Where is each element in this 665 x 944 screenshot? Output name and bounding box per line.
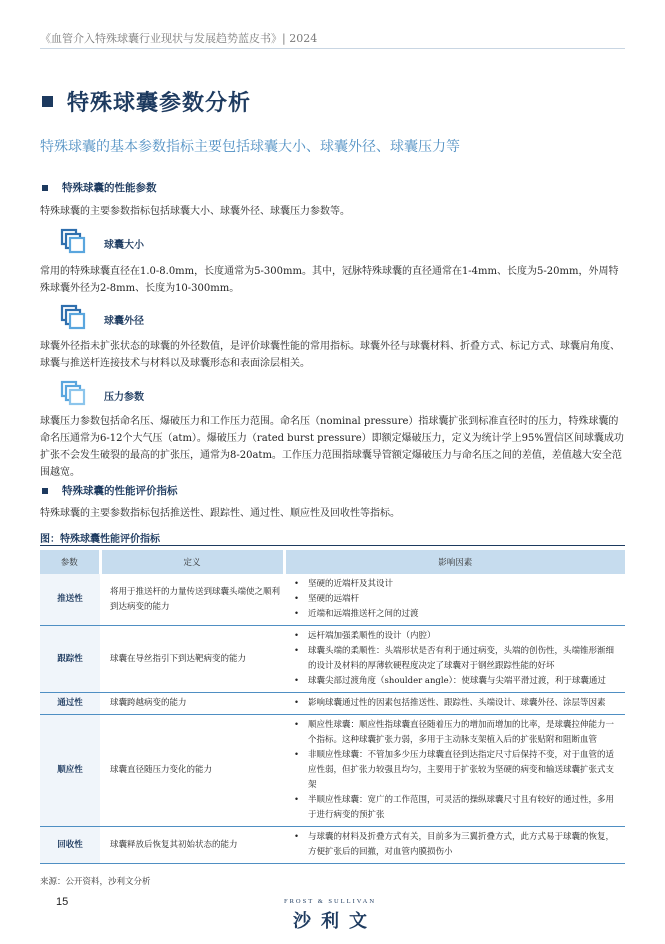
- copy-icon: [60, 304, 86, 330]
- param-cell: 推送性: [40, 574, 100, 626]
- section-square-marker: [42, 488, 48, 494]
- source-note: 来源：公开资料，沙利文分析: [40, 877, 151, 887]
- definition-cell: 球囊释放后恢复其初始状态的能力: [100, 827, 284, 864]
- page-title-block: [42, 86, 251, 117]
- item-text-balloon-size: 常用的特殊球囊直径在1.0-8.0mm，长度通常为5-300mm。其中，冠脉特殊球囊的直径通常在1-4mm、长度为5-20mm，外周特殊球囊外径为2-8mm、长度为10-300mm。: [40, 266, 619, 294]
- table-row: [40, 715, 625, 827]
- factor-item: • 坚硬的近端杆及其设计: [304, 577, 621, 592]
- table-row: [40, 574, 625, 626]
- table-header-cell: 参数: [40, 550, 100, 574]
- definition-cell: 球囊直径随压力变化的能力: [100, 715, 284, 827]
- copy-icon: [60, 228, 86, 254]
- table-header-cell: 影响因素: [284, 550, 625, 574]
- factors-cell: [284, 626, 625, 693]
- table-header-row: [40, 550, 625, 574]
- factors-cell: [284, 693, 625, 715]
- page-number: 15: [56, 896, 69, 908]
- section2-intro: 特殊球囊的主要参数指标包括推送性、跟踪性、通过性、顺应性及回收性等指标。: [40, 508, 400, 519]
- factors-cell: [284, 827, 625, 864]
- definition-cell: 将用于推送杆的力量传送到球囊头端使之顺利到达病变的能力: [100, 574, 284, 626]
- table-header-cell: 定义: [100, 550, 284, 574]
- table-row: [40, 693, 625, 715]
- running-header: 《血管介入特殊球囊行业现状与发展趋势蓝皮书》| 2024: [40, 32, 318, 45]
- page-subtitle: 特殊球囊的基本参数指标主要包括球囊大小、球囊外径、球囊压力等: [40, 139, 460, 155]
- section2-heading-block: [42, 483, 178, 498]
- param-cell: 回收性: [40, 827, 100, 864]
- param-cell: 顺应性: [40, 715, 100, 827]
- factor-item: • 坚硬的远端杆: [304, 592, 621, 607]
- factor-item: • 非顺应性球囊：不管加多少压力球囊直径到达指定尺寸后保持不变，对于血管的适应性弱，但扩张力较强且均匀，主要用于扩张较为坚硬的病变和输送球囊扩张式支架: [304, 748, 621, 793]
- param-cell: 跟踪性: [40, 626, 100, 693]
- section1-intro: 特殊球囊的主要参数指标包括球囊大小、球囊外径、球囊压力参数等。: [40, 206, 350, 217]
- copy-icon: [60, 380, 86, 406]
- section-square-marker: [42, 185, 48, 191]
- header-rule: [40, 48, 625, 49]
- factor-item: • 顺应性球囊：顺应性指球囊直径随着压力的增加而增加的比率，是球囊拉伸能力一个指标。这种球囊扩张力弱，多用于主动脉支架植入后的扩张贴附和阻断血管: [304, 718, 621, 748]
- factor-item: • 近端和远端推送杆之间的过渡: [304, 607, 621, 622]
- section1-heading: 特殊球囊的性能参数: [62, 182, 157, 194]
- section1-heading-block: [42, 180, 157, 195]
- title-square-marker: [42, 96, 53, 107]
- table-row: [40, 626, 625, 693]
- frost-sullivan-logo: [280, 898, 380, 933]
- factors-cell: [284, 715, 625, 827]
- param-cell: 通过性: [40, 693, 100, 715]
- item-label-pressure: 压力参数: [104, 392, 144, 403]
- factor-item: • 球囊尖部过渡角度（shoulder angle）：使球囊与尖端平滑过渡，利于球囊通过: [304, 674, 621, 689]
- item-text-pressure: 球囊压力参数包括命名压、爆破压力和工作压力范围。命名压（nominal pressure）指球囊扩张到标准直径时的压力，特殊球囊的命名压通常为6-12个大气压（atm）。爆破压力（rated burst pressure）即额定爆破压力，定义为统计学上95%置信区间球囊成功扩张不会发生破裂的最高的扩张压，通常为8-20atm。工作压力范围指球囊导管额定爆破压力与命名压之间的差值，差值越大安全范围越宽。: [40, 416, 624, 478]
- evaluation-table: [40, 550, 625, 864]
- factor-item: • 影响球囊通过性的因素包括推送性、跟踪性、头端设计、球囊外径、涂层等因素: [304, 696, 621, 711]
- item-label-balloon-size: 球囊大小: [104, 240, 144, 251]
- factors-cell: [284, 574, 625, 626]
- item-label-outer-diameter: 球囊外径: [104, 316, 144, 327]
- table-row: [40, 827, 625, 864]
- section2-heading: 特殊球囊的性能评价指标: [62, 485, 178, 497]
- definition-cell: 球囊在导丝指引下到达靶病变的能力: [100, 626, 284, 693]
- factor-item: • 远杆端加强柔顺性的设计（内腔）: [304, 629, 621, 644]
- factor-item: • 球囊头端的柔顺性：头端形状是否有利于通过病变，头端的创伤性，头端锥形渐细的设计及材料的厚薄软硬程度决定了球囊对于钢丝跟踪性能的好坏: [304, 644, 621, 674]
- factor-item: • 与球囊的材料及折叠方式有关，目前多为三翼折叠方式，此方式易于球囊的恢复，方便扩张后的回撤，对血管内膜损伤小: [304, 830, 621, 860]
- logo-english: FROST & SULLIVAN: [283, 898, 377, 905]
- page-title: 特殊球囊参数分析: [67, 91, 252, 116]
- logo-chinese: 沙利文: [293, 911, 377, 932]
- definition-cell: 球囊跨越病变的能力: [100, 693, 284, 715]
- figure-caption: 图：特殊球囊性能评价指标: [40, 534, 160, 545]
- caption-rule: [40, 545, 625, 546]
- item-text-outer-diameter: 球囊外径指未扩张状态的球囊的外径数值，是评价球囊性能的常用指标。球囊外径与球囊材料、折叠方式、标记方式、球囊肩角度、球囊与推送杆连接技术与材料以及球囊形态和表面涂层相关。: [40, 341, 620, 369]
- factor-item: • 半顺应性球囊：宽广的工作范围，可灵活的操纵球囊尺寸且有较好的通过性，多用于进行病变的预扩张: [304, 793, 621, 823]
